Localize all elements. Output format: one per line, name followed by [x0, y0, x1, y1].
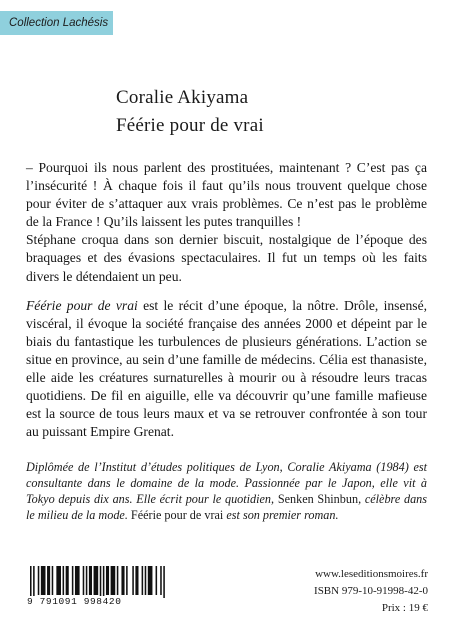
- barcode-digits: [26, 596, 166, 607]
- collection-label: [0, 11, 113, 35]
- bio-book-title: Féérie pour de vrai: [130, 508, 224, 523]
- bio-newspaper: Senken Shinbun: [277, 492, 359, 507]
- collection-name: Collection Lachésis: [9, 17, 109, 29]
- excerpt-paragraph-1: – Pourquoi ils nous parlent des prostituées, maintenant ? C’est pas ça l’insécurité ! À chaque fois il faut qu’ils nous trouvent quelque chose pour éviter de s’attaquer aux vrais problèmes. Ce n’est pas le problème de la France ! Qu’ils laissent les putes tranquilles !: [26, 160, 427, 230]
- bio-part-2: , célèbre dans le milieu de la mode.: [26, 492, 428, 523]
- summary-paragraph: [26, 297, 427, 442]
- author-bio: [26, 459, 427, 523]
- barcode-number: 9 791091 998420: [27, 596, 122, 607]
- summary-text: est le récit d’une époque, la nôtre. Drôle, insensé, viscéral, il évoque la société française des années 2000 et dépeint par le biais du fantastique les turbulences de plusieurs générations. L’action se situe en province, au sein d’une famille de médecins. Célia est thanasiste, elle aide les créatures surnaturelles à mourir ou à résoudre leurs tracas quotidiens. De fil en aiguille, elle va découvrir qu’une famille mafieuse est la source de tous leurs maux et va se retrouver confrontée à son tour au puissant Empire Grenat.: [26, 297, 428, 440]
- isbn: ISBN 979-10-91998-42-0: [314, 585, 428, 597]
- author-name: Coralie Akiyama: [116, 87, 249, 108]
- bio-part-3: est son premier roman.: [223, 508, 339, 523]
- price: Prix : 19 €: [381, 602, 428, 614]
- back-cover-text: [26, 159, 427, 441]
- excerpt-paragraph-2: Stéphane croqua dans son dernier biscuit, nostalgique de l’époque des braquages et des évasions spectaculaires. Il fut un temps où les faits divers le détendaient un peu.: [26, 232, 427, 284]
- barcode-bars: [26, 566, 166, 598]
- summary-book-title: Féérie pour de vrai: [26, 297, 138, 313]
- bio-part-1: Diplômée de l’Institut d’études politiques de Lyon, Coralie Akiyama (1984) est consultante dans le domaine de la mode. Passionnée par le Japon, elle vit à Tokyo depuis dix ans. Elle écrit pour le quotidien,: [26, 460, 427, 507]
- book-title: Féérie pour de vrai: [116, 115, 264, 136]
- publisher-info: [314, 566, 428, 617]
- publisher-website: www.leseditionsmoires.fr: [315, 568, 428, 580]
